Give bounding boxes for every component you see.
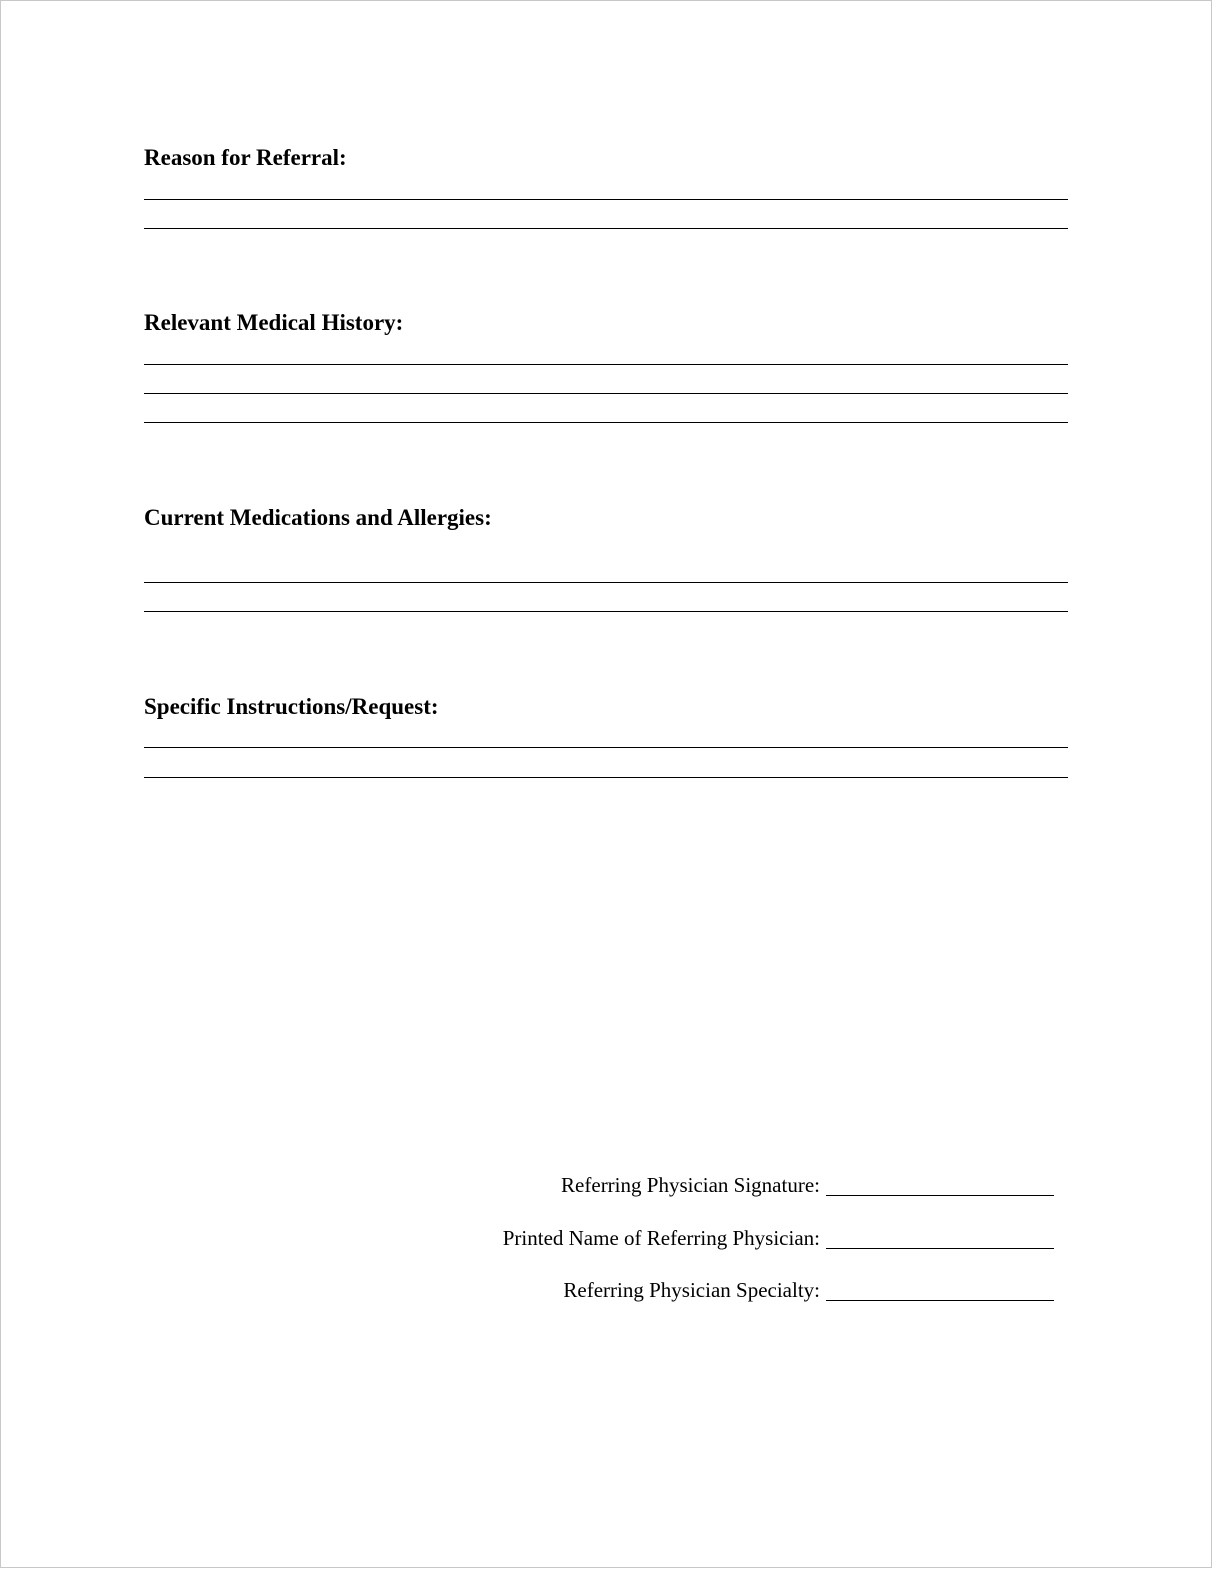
signature-label: Referring Physician Signature: [561,1173,820,1197]
specific-instructions-line-2[interactable] [144,777,1068,778]
medical-history-line-1[interactable] [144,364,1068,365]
medical-history-heading: Relevant Medical History: [144,310,404,335]
signature-row [561,1173,1054,1197]
specialty-row [563,1278,1054,1302]
specific-instructions-heading: Specific Instructions/Request: [144,694,439,719]
medications-allergies-heading: Current Medications and Allergies: [144,505,492,530]
specialty-label: Referring Physician Specialty: [563,1278,820,1302]
medications-allergies-line-2[interactable] [144,611,1068,612]
reason-for-referral-line-2[interactable] [144,228,1068,229]
printed-name-field[interactable] [826,1248,1054,1249]
printed-name-row [503,1226,1054,1250]
medications-allergies-line-1[interactable] [144,582,1068,583]
medical-history-line-3[interactable] [144,422,1068,423]
specialty-field[interactable] [826,1300,1054,1301]
reason-for-referral-heading: Reason for Referral: [144,145,347,170]
signature-field[interactable] [826,1195,1054,1196]
printed-name-label: Printed Name of Referring Physician: [502,1226,820,1250]
medical-history-line-2[interactable] [144,393,1068,394]
reason-for-referral-line-1[interactable] [144,199,1068,200]
specific-instructions-line-1[interactable] [144,747,1068,748]
